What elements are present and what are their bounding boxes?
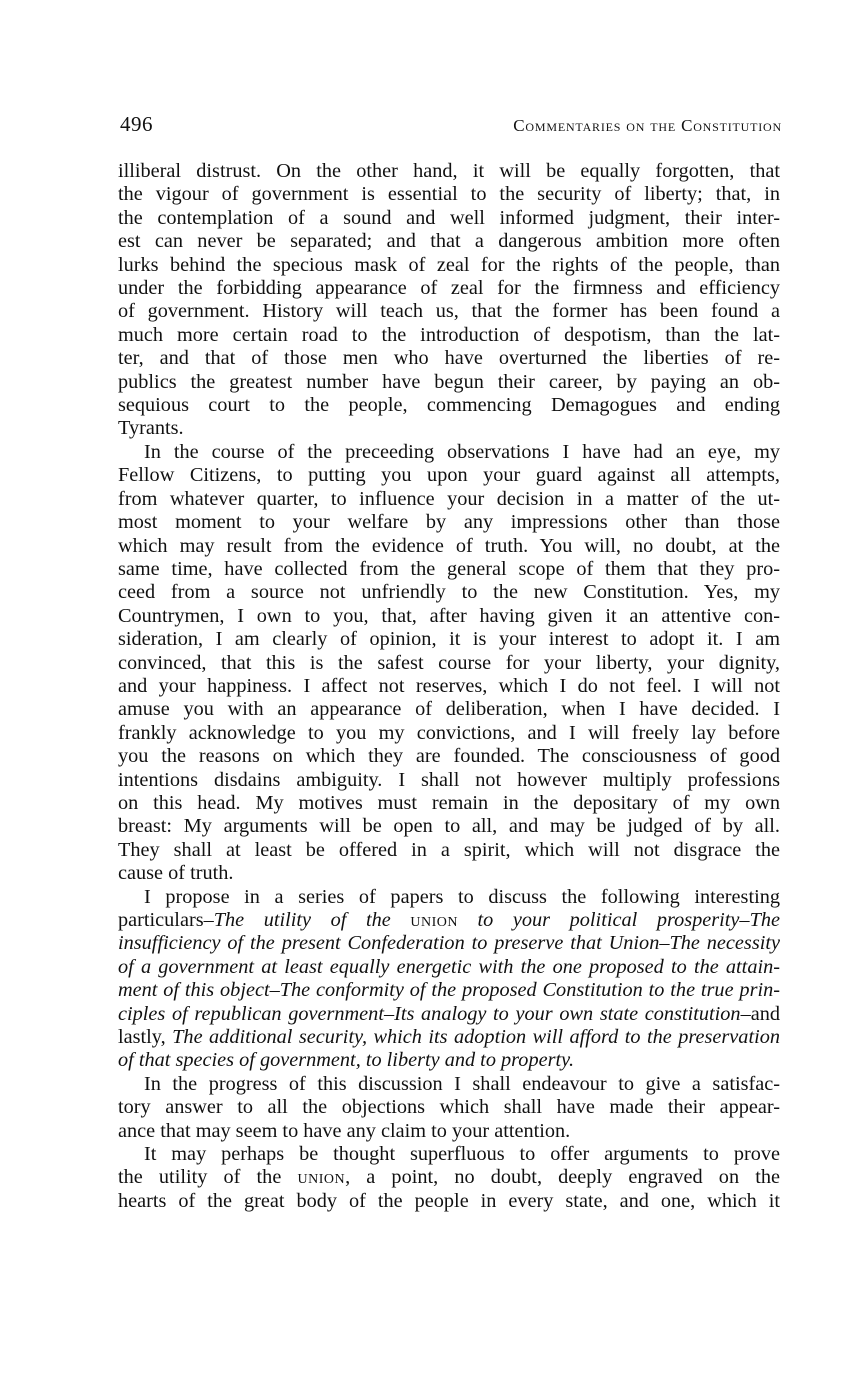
- text-line: which may result from the evidence of truth. You will, no doubt, at the: [118, 534, 780, 557]
- text-line: under the forbidding appearance of zeal for the firmness and efficiency: [118, 277, 780, 300]
- text-segment: lastly,: [118, 1026, 173, 1049]
- small-caps-term: union: [410, 909, 458, 931]
- italic-phrase: insufficiency of the present Confederation to preserve that Union–The necessity: [118, 932, 780, 955]
- italic-phrase: ment of this object–The conformity of the proposed Constitution to the true prin-: [118, 979, 780, 1002]
- text-line: Countrymen, I own to you, that, after having given it an attentive con-: [118, 604, 780, 627]
- text-line: [118, 1049, 780, 1072]
- text-line: sideration, I am clearly of opinion, it is your interest to adopt it. I am: [118, 628, 780, 651]
- text-line: They shall at least be offered in a spirit, which will not disgrace the: [118, 838, 780, 861]
- text-line: It may perhaps be thought superfluous to offer arguments to prove: [144, 1143, 780, 1166]
- italic-phrase: of a government at least equally energetic with the one proposed to the attain-: [118, 955, 780, 978]
- text-line: most moment to your welfare by any impressions other than those: [118, 511, 780, 534]
- italic-phrase: of that species of government, to liberty and to property.: [118, 1049, 575, 1072]
- text-line: I propose in a series of papers to discuss the following interesting: [144, 885, 780, 908]
- body-text: [118, 160, 780, 1213]
- text-line: sequious court to the people, commencing Demagogues and ending: [118, 394, 780, 417]
- italic-phrase: to your political prosperity–The: [457, 909, 780, 931]
- text-line: ance that may seem to have any claim to your attention.: [118, 1119, 571, 1142]
- text-line: publics the greatest number have begun their career, by paying an ob-: [118, 370, 780, 393]
- text-line: breast: My arguments will be open to all, and may be judged of by all.: [118, 815, 780, 838]
- page-number: 496: [120, 112, 153, 136]
- text-line: [118, 956, 780, 979]
- text-line: tory answer to all the objections which shall have made their appear-: [118, 1096, 780, 1119]
- italic-phrase: The utility of the: [213, 909, 411, 931]
- text-line: [118, 932, 780, 955]
- text-segment: particulars–: [118, 909, 214, 931]
- text-line: [118, 1026, 780, 1049]
- text-line: In the progress of this discussion I shall endeavour to give a satisfac-: [144, 1072, 780, 1095]
- text-line: much more certain road to the introduction of despotism, than the lat-: [118, 323, 780, 346]
- text-line: ceed from a source not unfriendly to the new Constitution. Yes, my: [118, 581, 780, 604]
- text-line: of government. History will teach us, that the former has been found a: [118, 300, 780, 323]
- italic-phrase: ciples of republican government–Its analogy to your own state constitution: [118, 1002, 741, 1025]
- text-segment: the utility of the: [118, 1166, 298, 1189]
- text-line: cause of truth.: [118, 862, 234, 885]
- text-line: hearts of the great body of the people in every state, and one, which it: [118, 1189, 780, 1212]
- text-segment: , a point, no doubt, deeply engraved on the: [345, 1166, 781, 1189]
- text-line: Tyrants.: [118, 417, 184, 440]
- text-line: same time, have collected from the general scope of them that they pro-: [118, 557, 780, 580]
- text-line: amuse you with an appearance of deliberation, when I have decided. I: [118, 698, 780, 721]
- text-line: convinced, that this is the safest course for your liberty, your dignity,: [118, 651, 780, 674]
- text-line: Fellow Citizens, to putting you upon your guard against all attempts,: [118, 464, 780, 487]
- text-line: lurks behind the specious mask of zeal for the rights of the people, than: [118, 253, 780, 276]
- text-line: In the course of the preceeding observations I have had an eye, my: [144, 440, 780, 463]
- italic-phrase: The additional security, which its adoption will afford to the preservation: [172, 1026, 780, 1049]
- text-line: the vigour of government is essential to the security of liberty; that, in: [118, 183, 780, 206]
- running-title: Commentaries on the Constitution: [513, 116, 782, 135]
- text-line: you the reasons on which they are founded. The consciousness of good: [118, 745, 780, 768]
- text-line: frankly acknowledge to you my convictions, and I will freely lay before: [118, 721, 780, 744]
- text-line: est can never be separated; and that a dangerous ambition more often: [118, 230, 780, 253]
- text-segment: –and: [740, 1002, 780, 1025]
- text-line: from whatever quarter, to influence your decision in a matter of the ut-: [118, 487, 780, 510]
- text-line: ter, and that of those men who have overturned the liberties of re-: [118, 347, 780, 370]
- text-line: [118, 909, 780, 932]
- text-line: [118, 1166, 780, 1189]
- text-line: intentions disdains ambiguity. I shall not however multiply professions: [118, 768, 780, 791]
- text-line: [118, 1003, 780, 1026]
- running-head: [118, 112, 782, 142]
- text-line: [118, 979, 780, 1002]
- small-caps-term: union: [297, 1166, 346, 1189]
- text-line: illiberal distrust. On the other hand, it will be equally forgotten, that: [118, 160, 780, 182]
- text-line: on this head. My motives must remain in the depositary of my own: [118, 791, 780, 814]
- text-line: and your happiness. I affect not reserves, which I do not feel. I will not: [118, 674, 780, 697]
- text-line: the contemplation of a sound and well informed judgment, their inter-: [118, 206, 780, 229]
